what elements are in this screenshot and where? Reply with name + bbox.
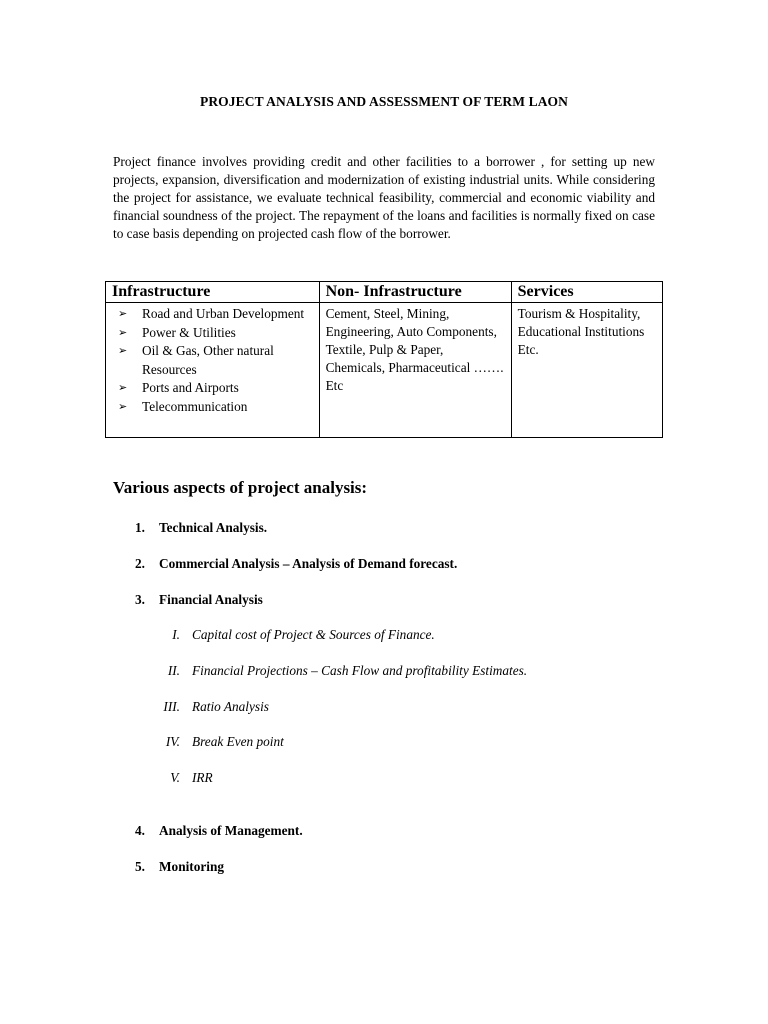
infrastructure-cell bbox=[106, 303, 320, 438]
financial-subitem: I. Capital cost of Project & Sources of Finance. bbox=[172, 627, 435, 642]
table-row bbox=[106, 303, 663, 438]
aspect-item-management: 4. Analysis of Management. bbox=[135, 823, 303, 838]
arrowhead-bullet-icon: ➢ bbox=[118, 381, 128, 394]
services-etc: Etc. bbox=[517, 342, 539, 357]
page-title: PROJECT ANALYSIS AND ASSESSMENT OF TERM LAON bbox=[199, 94, 568, 109]
list-item: ➢ Oil & Gas, Other natural Resources bbox=[118, 343, 274, 377]
financial-subitem: III. Ratio Analysis bbox=[163, 699, 269, 714]
aspect-item-monitoring: 5. Monitoring bbox=[135, 859, 225, 874]
services-cell bbox=[511, 303, 662, 438]
list-item: ➢ Power & Utilities bbox=[142, 324, 313, 343]
aspect-item-commercial: 2. Commercial Analysis – Analysis of Demand forecast. bbox=[135, 556, 458, 571]
arrowhead-bullet-icon: ➢ bbox=[118, 344, 128, 357]
non-infrastructure-text: Cement, Steel, Mining, Engineering, Auto Components, Textile, Pulp & Paper, Chemicals, Pharmaceutical ……. bbox=[325, 306, 504, 375]
non-infrastructure-cell bbox=[319, 303, 511, 438]
non-infrastructure-etc: Etc bbox=[325, 378, 344, 393]
arrowhead-bullet-icon: ➢ bbox=[118, 325, 128, 339]
arrowhead-bullet-icon: ➢ bbox=[118, 307, 128, 320]
list-item: ➢ Road and Urban Development bbox=[142, 305, 313, 324]
arrowhead-bullet-icon: ➢ bbox=[118, 399, 128, 413]
table-header-row bbox=[106, 282, 663, 303]
financial-subitem: IV. Break Even point bbox=[165, 734, 284, 749]
header-services: Services bbox=[511, 282, 662, 303]
header-non-infrastructure: Non- Infrastructure bbox=[319, 282, 511, 303]
header-infrastructure: Infrastructure bbox=[106, 282, 320, 303]
infrastructure-list bbox=[112, 303, 313, 416]
financial-subitem: II. Financial Projections – Cash Flow and profitability Estimates. bbox=[167, 663, 528, 678]
list-item: ➢ Ports and Airports bbox=[142, 379, 313, 398]
sectors-table bbox=[105, 281, 663, 438]
list-item: ➢ Telecommunication bbox=[142, 398, 313, 417]
services-text: Tourism & Hospitality, Educational Institutions bbox=[517, 306, 645, 339]
aspect-item-financial: 3. Financial Analysis bbox=[135, 592, 263, 607]
intro-paragraph: Project finance involves providing credit and other facilities to a borrower , for setting up new projects, expansion, diversification and modernization of existing industrial units. While considering the project for assistance, we evaluate technical feasibility, commercial and economic viability and financial soundness of the project. The repayment of the loans and facilities is normally fixed on case to case basis depending on projected cash flow of the borrower. bbox=[113, 154, 655, 241]
section-title: Various aspects of project analysis: bbox=[113, 478, 368, 497]
aspect-item-technical: 1. Technical Analysis. bbox=[135, 520, 268, 535]
financial-subitem: V. IRR bbox=[170, 770, 213, 785]
